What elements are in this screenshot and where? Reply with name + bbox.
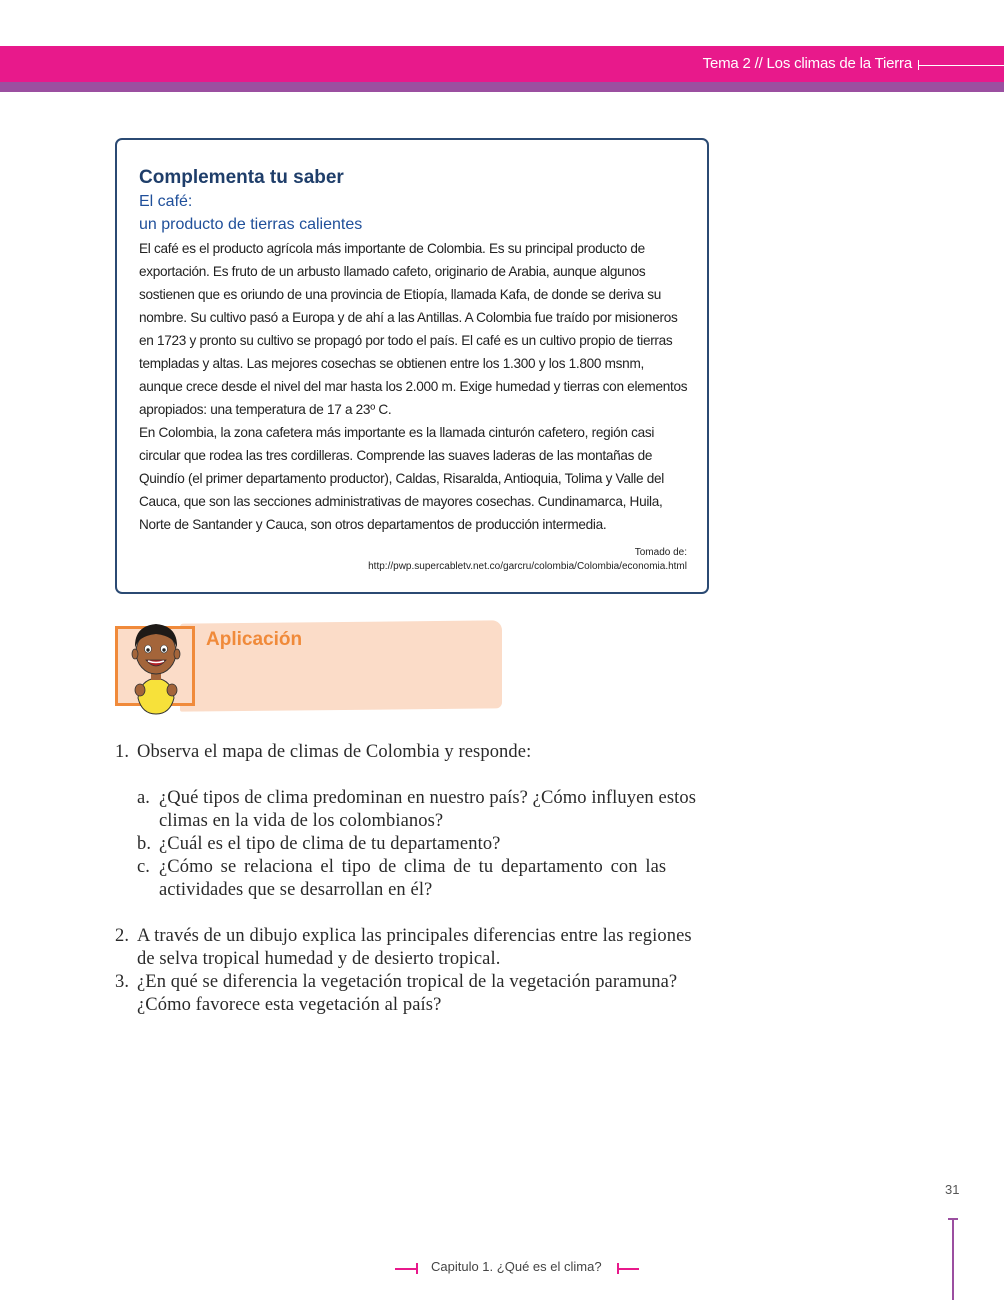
box-title: Complementa tu saber bbox=[139, 167, 344, 188]
question-text: climas en la vida de los colombianos? bbox=[159, 811, 444, 831]
question-text: ¿Cuál es el tipo de clima de tu departamento? bbox=[159, 834, 501, 854]
chapter-title: ¿Qué es el clima? bbox=[496, 1259, 602, 1274]
footer-chapter bbox=[431, 1259, 602, 1274]
body-line: En Colombia, la zona cafetera más importante es la llamada cinturón cafetero, región casi bbox=[139, 425, 655, 440]
body-line: circular que rodea las tres cordilleras. Comprende las suaves laderas de las montañas de bbox=[139, 448, 653, 463]
header-title: Tema 2 // Los climas de la Tierra bbox=[702, 55, 912, 72]
question-number: 1. bbox=[115, 742, 130, 762]
application-title: Aplicación bbox=[206, 629, 303, 650]
question-text: actividades que se desarrollan en él? bbox=[159, 880, 433, 900]
box-subtitle-line2: un producto de tierras calientes bbox=[139, 216, 363, 233]
body-line: El café es el producto agrícola más importante de Colombia. Es su principal producto de bbox=[139, 241, 645, 256]
body-line: templadas y altas. Las mejores cosechas se obtienen entre los 1.300 y los 1.800 msnm, bbox=[139, 356, 644, 371]
question-number: 2. bbox=[115, 926, 130, 946]
complementa-box bbox=[115, 138, 709, 594]
header-stripe bbox=[0, 82, 1004, 92]
body-line: Cauca, que son las secciones administrativas de mayores cosechas. Cundinamarca, Huila, bbox=[139, 494, 663, 509]
body-line: nombre. Su cultivo pasó a Europa y de ahí a las Antillas. A Colombia fue traído por misioneros bbox=[139, 310, 678, 325]
box-subtitle-line1: El café: bbox=[139, 193, 193, 210]
question-text: Observa el mapa de climas de Colombia y responde: bbox=[137, 742, 532, 762]
page-number: 31 bbox=[945, 1182, 960, 1197]
question-letter: c. bbox=[137, 857, 151, 877]
question-text: ¿Cómo se relaciona el tipo de clima de tu departamento con las bbox=[159, 857, 667, 877]
chapter-label: Capitulo 1. bbox=[431, 1259, 494, 1274]
body-line: sostienen que es oriundo de una provincia de Etiopía, llamada Kafa, de donde se deriva su bbox=[139, 287, 661, 302]
footer-rule-left bbox=[395, 1268, 417, 1270]
footer-rule-left-tick bbox=[416, 1263, 418, 1274]
header-rule bbox=[918, 65, 1004, 66]
source-citation bbox=[368, 546, 687, 574]
side-rule bbox=[952, 1218, 954, 1300]
box-body bbox=[139, 237, 691, 536]
question-text: de selva tropical humedad y de desierto tropical. bbox=[137, 949, 501, 969]
body-line: Quindío (el primer departamento productor), Caldas, Risaralda, Antioquia, Tolima y Valle del bbox=[139, 471, 664, 486]
question-number: 3. bbox=[115, 972, 130, 992]
body-line: Norte de Santander y Cauca, son otros departamentos de producción intermedia. bbox=[139, 517, 607, 532]
body-line: exportación. Es fruto de un arbusto llamado cafeto, originario de Arabia, aunque algunos bbox=[139, 264, 646, 279]
question-text: ¿En qué se diferencia la vegetación tropical de la vegetación paramuna? bbox=[137, 972, 678, 992]
body-line: en 1723 y pronto su cultivo se propagó por todo el país. El café es un cultivo propio de tierras bbox=[139, 333, 673, 348]
source-url: http://pwp.supercabletv.net.co/garcru/colombia/Colombia/economia.html bbox=[368, 561, 687, 572]
child-mascot-icon bbox=[120, 618, 200, 716]
question-text: ¿Qué tipos de clima predominan en nuestro país? ¿Cómo influyen estos bbox=[159, 788, 697, 808]
question-text: ¿Cómo favorece esta vegetación al país? bbox=[137, 995, 442, 1015]
footer-rule-right bbox=[617, 1268, 639, 1270]
source-label: Tomado de: bbox=[634, 547, 687, 558]
body-line: aunque crece desde el nivel del mar hasta los 2.000 m. Exige humedad y tierras con elementos bbox=[139, 379, 688, 394]
question-letter: b. bbox=[137, 834, 152, 854]
body-line: apropiados: una temperatura de 17 a 23º C. bbox=[139, 402, 392, 417]
question-letter: a. bbox=[137, 788, 151, 808]
question-text: A través de un dibujo explica las principales diferencias entre las regiones bbox=[137, 926, 692, 946]
